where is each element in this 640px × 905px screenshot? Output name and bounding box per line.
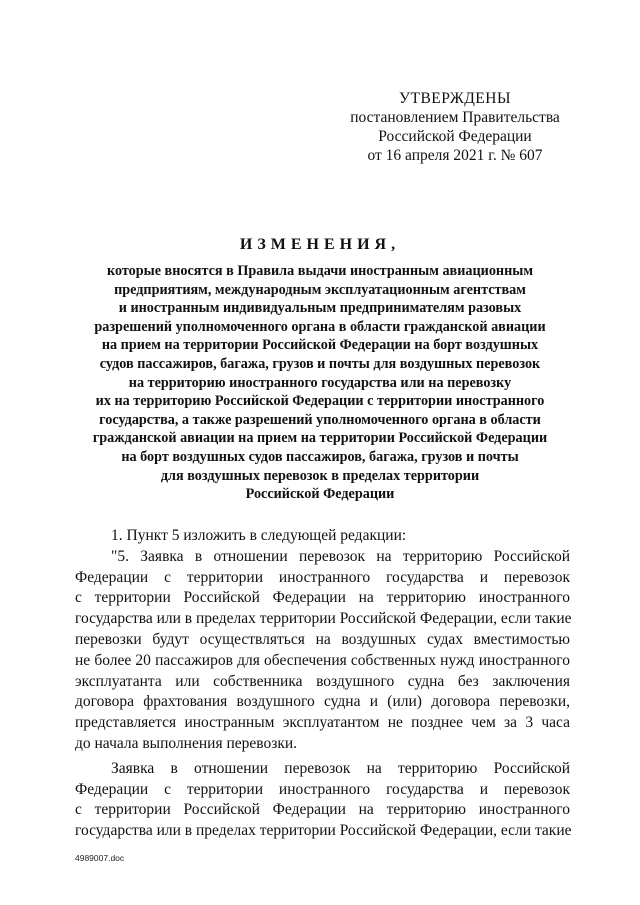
body-line: договора фрахтования воздушного судна и (или) договора перевозки,: [75, 693, 570, 711]
subtitle-line: судов пассажиров, багажа, грузов и почты для воздушных перевозок: [99, 355, 541, 372]
subtitle-line: которые вносятся в Правила выдачи иностранным авиационным: [106, 263, 534, 279]
body-line: представляется иностранным эксплуатантом не позднее чем за 3 часа: [75, 714, 570, 732]
subtitle-line: их на территорию Российской Федерации с территории иностранного: [95, 393, 545, 410]
document-title: ИЗМЕНЕНИЯ,: [239, 236, 401, 253]
item-1-paragraph: [75, 526, 570, 547]
subtitle-line: и иностранным индивидуальным предпринимателям разовых: [118, 300, 522, 317]
body-line: с территории Российской Федерации на территорию иностранного: [75, 801, 570, 819]
body-line: 1. Пункт 5 изложить в следующей редакции:: [111, 527, 407, 544]
approval-line: от 16 апреля 2021 г. № 607: [367, 147, 543, 164]
approval-line: постановлением Правительства: [350, 109, 560, 126]
subtitle-line: на территорию иностранного государства или на перевозку: [128, 374, 512, 391]
body-line: Заявка в отношении перевозок на территорию Российской: [111, 759, 570, 777]
subtitle-line: Российской Федерации: [245, 486, 395, 503]
document-subtitle: [62, 262, 578, 504]
subtitle-line: разрешений уполномоченного органа в области гражданской авиации: [94, 318, 546, 335]
subtitle-line: на прием на территории Российской Федерации на борт воздушных: [101, 337, 539, 354]
body-line: эксплуатанта или собственника воздушного судна без заключения: [75, 672, 570, 690]
body-line: перевозки будут осуществляться на воздушных судах вместимостью: [75, 630, 570, 648]
body-line: государства или в пределах территории Российской Федерации, если такие: [75, 822, 572, 840]
body-line: "5. Заявка в отношении перевозок на территорию Российской: [111, 547, 570, 565]
subtitle-line: на борт воздушных судов пассажиров, багажа, грузов и почты: [121, 448, 519, 465]
subtitle-line: гражданской авиации на прием на территории Российской Федерации: [92, 430, 548, 447]
approval-heading: УТВЕРЖДЕНЫ: [399, 90, 511, 107]
approval-line: Российской Федерации: [378, 128, 532, 145]
subtitle-line: предприятиям, международным эксплуатационным агентствам: [114, 281, 526, 298]
subtitle-line: государства, а также разрешений уполномоченного органа в области: [99, 411, 541, 428]
file-reference: 4989007.doc: [75, 853, 125, 863]
amendment-paragraph-2: [75, 759, 570, 842]
amendment-paragraph-1: [75, 547, 570, 755]
approval-block: [330, 89, 580, 165]
body-line: с территории Российской Федерации на территорию иностранного: [75, 589, 570, 607]
body-line: до начала выполнения перевозки.: [75, 734, 298, 752]
body-line: Федерации с территории иностранного государства и перевозок: [75, 568, 570, 586]
body-line: не более 20 пассажиров для обеспечения собственных нужд иностранного: [75, 651, 570, 669]
body-line: Федерации с территории иностранного государства и перевозок: [75, 780, 570, 798]
subtitle-line: для воздушных перевозок в пределах территории: [160, 467, 480, 484]
document-body: [75, 526, 570, 842]
body-line: государства или в пределах территории Российской Федерации, если такие: [75, 610, 572, 628]
